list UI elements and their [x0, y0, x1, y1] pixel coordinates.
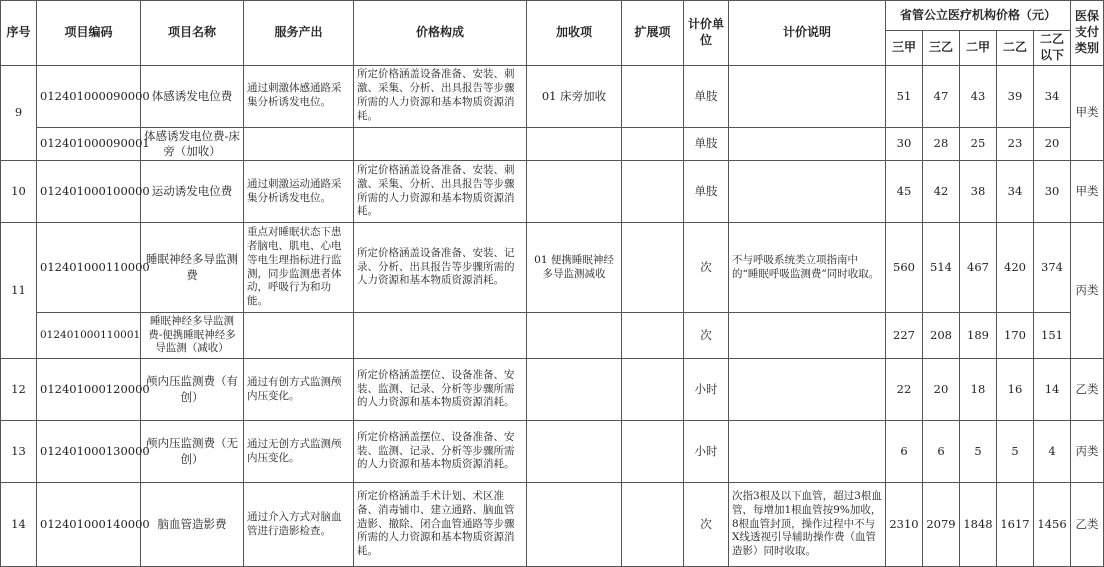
cell-code: 012401000110001 — [37, 313, 141, 359]
cell-extension — [622, 127, 684, 160]
cell-price-below-2b: 30 — [1034, 161, 1071, 223]
cell-composition: 所定价格涵盖摆位、设备准备、安装、监测、记录、分析等步骤所需的人力资源和基本物质资源消耗。 — [354, 421, 527, 483]
cell-extension — [622, 483, 684, 567]
cell-price-2b: 1617 — [997, 483, 1034, 567]
cell-extension — [622, 421, 684, 483]
cell-price-below-2b: 14 — [1034, 359, 1071, 421]
cell-price-2a: 5 — [960, 421, 997, 483]
cell-price-2b: 420 — [997, 223, 1034, 313]
cell-output: 通过刺激体感通路采集分析诱发电位。 — [244, 65, 354, 127]
cell-price-2b: 16 — [997, 359, 1034, 421]
cell-price-3b: 47 — [923, 65, 960, 127]
cell-price-3a: 30 — [886, 127, 923, 160]
cell-price-3b: 208 — [923, 313, 960, 359]
cell-surcharge — [527, 161, 622, 223]
table-row — [1, 127, 1104, 160]
cell-code: 012401000110000 — [37, 223, 141, 313]
cell-output: 通过有创方式监测颅内压变化。 — [244, 359, 354, 421]
col-header-price-group: 省管公立医疗机构价格（元） — [886, 1, 1071, 31]
cell-price-2b: 170 — [997, 313, 1034, 359]
cell-seq: 12 — [1, 359, 37, 421]
cell-code: 012401000090001 — [37, 127, 141, 160]
cell-insurance: 甲类 — [1071, 161, 1104, 223]
cell-output — [244, 127, 354, 160]
cell-composition: 所定价格涵盖摆位、设备准备、安装、监测、记录、分析等步骤所需的人力资源和基本物质资源消耗。 — [354, 359, 527, 421]
cell-price-3a: 227 — [886, 313, 923, 359]
cell-price-below-2b: 20 — [1034, 127, 1071, 160]
col-header-extension: 扩展项 — [622, 1, 684, 66]
cell-price-3a: 22 — [886, 359, 923, 421]
cell-insurance: 丙类 — [1071, 421, 1104, 483]
table-row — [1, 421, 1104, 483]
cell-price-below-2b: 4 — [1034, 421, 1071, 483]
cell-unit: 次 — [684, 223, 729, 313]
cell-surcharge — [527, 483, 622, 567]
cell-code: 012401000100000 — [37, 161, 141, 223]
cell-extension — [622, 223, 684, 313]
col-header-insurance: 医保支付类别 — [1071, 1, 1104, 66]
cell-price-below-2b: 374 — [1034, 223, 1071, 313]
cell-surcharge: 01 便携睡眠神经多导监测减收 — [527, 223, 622, 313]
table-row — [1, 223, 1104, 313]
cell-extension — [622, 313, 684, 359]
table-row — [1, 65, 1104, 127]
cell-composition: 所定价格涵盖设备准备、安装、刺激、采集、分析、出具报告等步骤所需的人力资源和基本物质资源消耗。 — [354, 161, 527, 223]
cell-note — [729, 313, 886, 359]
col-header-output: 服务产出 — [244, 1, 354, 66]
cell-composition — [354, 313, 527, 359]
cell-output: 通过刺激运动通路采集分析诱发电位。 — [244, 161, 354, 223]
cell-price-2a: 1848 — [960, 483, 997, 567]
cell-output — [244, 313, 354, 359]
cell-unit: 次 — [684, 483, 729, 567]
cell-surcharge: 01 床旁加收 — [527, 65, 622, 127]
table-row — [1, 313, 1104, 359]
cell-surcharge — [527, 359, 622, 421]
cell-surcharge — [527, 313, 622, 359]
col-header-grade-3b: 三乙 — [923, 31, 960, 66]
cell-price-2a: 38 — [960, 161, 997, 223]
cell-seq: 10 — [1, 161, 37, 223]
cell-name: 颅内压监测费（无创） — [141, 421, 244, 483]
cell-note — [729, 161, 886, 223]
cell-name: 睡眠神经多导监测费-便携睡眠神经多导监测（减收） — [141, 313, 244, 359]
cell-code: 012401000140000 — [37, 483, 141, 567]
cell-unit: 次 — [684, 313, 729, 359]
table-row — [1, 161, 1104, 223]
col-header-price-composition: 价格构成 — [354, 1, 527, 66]
cell-note: 次指3根及以下血管，超过3根血管，每增加1根血管按9%加收，8根血管封顶，操作过程中不与X线透视引导辅助操作费（血管造影）同时收取。 — [729, 483, 886, 567]
cell-code: 012401000130000 — [37, 421, 141, 483]
col-header-seq: 序号 — [1, 1, 37, 66]
col-header-code: 项目编码 — [37, 1, 141, 66]
cell-price-3a: 560 — [886, 223, 923, 313]
header-row — [1, 1, 1104, 31]
cell-insurance: 丙类 — [1071, 223, 1104, 359]
cell-price-2a: 467 — [960, 223, 997, 313]
cell-price-2a: 43 — [960, 65, 997, 127]
cell-composition: 所定价格涵盖设备准备、安装、刺激、采集、分析、出具报告等步骤所需的人力资源和基本物质资源消耗。 — [354, 65, 527, 127]
cell-price-3a: 6 — [886, 421, 923, 483]
cell-price-3a: 45 — [886, 161, 923, 223]
col-header-grade-2b: 二乙 — [997, 31, 1034, 66]
cell-price-below-2b: 151 — [1034, 313, 1071, 359]
cell-price-2b: 5 — [997, 421, 1034, 483]
cell-note: 不与呼吸系统类立项指南中的“睡眠呼吸监测费”同时收取。 — [729, 223, 886, 313]
table-row — [1, 483, 1104, 567]
cell-composition — [354, 127, 527, 160]
cell-name: 颅内压监测费（有创） — [141, 359, 244, 421]
cell-unit: 单肢 — [684, 161, 729, 223]
cell-note — [729, 421, 886, 483]
cell-seq: 13 — [1, 421, 37, 483]
cell-seq: 11 — [1, 223, 37, 359]
cell-name: 体感诱发电位费 — [141, 65, 244, 127]
col-header-grade-3a: 三甲 — [886, 31, 923, 66]
cell-name: 脑血管造影费 — [141, 483, 244, 567]
cell-price-2a: 189 — [960, 313, 997, 359]
cell-price-3b: 2079 — [923, 483, 960, 567]
cell-surcharge — [527, 421, 622, 483]
col-header-grade-below-2b: 二乙以下 — [1034, 31, 1071, 66]
col-header-note: 计价说明 — [729, 1, 886, 66]
cell-price-3b: 514 — [923, 223, 960, 313]
cell-surcharge — [527, 127, 622, 160]
cell-price-3b: 42 — [923, 161, 960, 223]
cell-code: 012401000120000 — [37, 359, 141, 421]
cell-note — [729, 65, 886, 127]
cell-insurance: 乙类 — [1071, 359, 1104, 421]
cell-insurance: 乙类 — [1071, 483, 1104, 567]
table-row — [1, 359, 1104, 421]
cell-output: 通过介入方式对脑血管进行造影检查。 — [244, 483, 354, 567]
cell-unit: 小时 — [684, 359, 729, 421]
cell-note — [729, 127, 886, 160]
cell-code: 012401000090000 — [37, 65, 141, 127]
cell-extension — [622, 161, 684, 223]
cell-insurance: 甲类 — [1071, 65, 1104, 160]
cell-price-3b: 6 — [923, 421, 960, 483]
cell-price-2b: 34 — [997, 161, 1034, 223]
cell-name: 运动诱发电位费 — [141, 161, 244, 223]
cell-output: 重点对睡眠状态下患者脑电、肌电、心电等电生理指标进行监测，同步监测患者体动，呼吸行为和功能。 — [244, 223, 354, 313]
cell-price-2b: 39 — [997, 65, 1034, 127]
cell-seq: 14 — [1, 483, 37, 567]
col-header-unit: 计价单位 — [684, 1, 729, 66]
cell-extension — [622, 65, 684, 127]
cell-name: 睡眠神经多导监测费 — [141, 223, 244, 313]
cell-note — [729, 359, 886, 421]
cell-price-2a: 18 — [960, 359, 997, 421]
col-header-surcharge: 加收项 — [527, 1, 622, 66]
cell-price-3a: 2310 — [886, 483, 923, 567]
cell-composition: 所定价格涵盖设备准备、安装、记录、分析、出具报告等步骤所需的人力资源和基本物质资源消耗。 — [354, 223, 527, 313]
cell-price-3b: 20 — [923, 359, 960, 421]
cell-price-below-2b: 34 — [1034, 65, 1071, 127]
cell-composition: 所定价格涵盖手术计划、术区准备、消毒铺巾、建立通路、脑血管造影、撤除、闭合血管通路等步骤所需的人力资源和基本物质资源消耗。 — [354, 483, 527, 567]
cell-name: 体感诱发电位费-床旁（加收） — [141, 127, 244, 160]
cell-price-2b: 23 — [997, 127, 1034, 160]
cell-extension — [622, 359, 684, 421]
cell-price-2a: 25 — [960, 127, 997, 160]
cell-unit: 单肢 — [684, 65, 729, 127]
cell-output: 通过无创方式监测颅内压变化。 — [244, 421, 354, 483]
cell-price-below-2b: 1456 — [1034, 483, 1071, 567]
cell-price-3a: 51 — [886, 65, 923, 127]
cell-unit: 小时 — [684, 421, 729, 483]
col-header-grade-2a: 二甲 — [960, 31, 997, 66]
cell-seq: 9 — [1, 65, 37, 160]
cell-price-3b: 28 — [923, 127, 960, 160]
cell-unit: 单肢 — [684, 127, 729, 160]
col-header-name: 项目名称 — [141, 1, 244, 66]
